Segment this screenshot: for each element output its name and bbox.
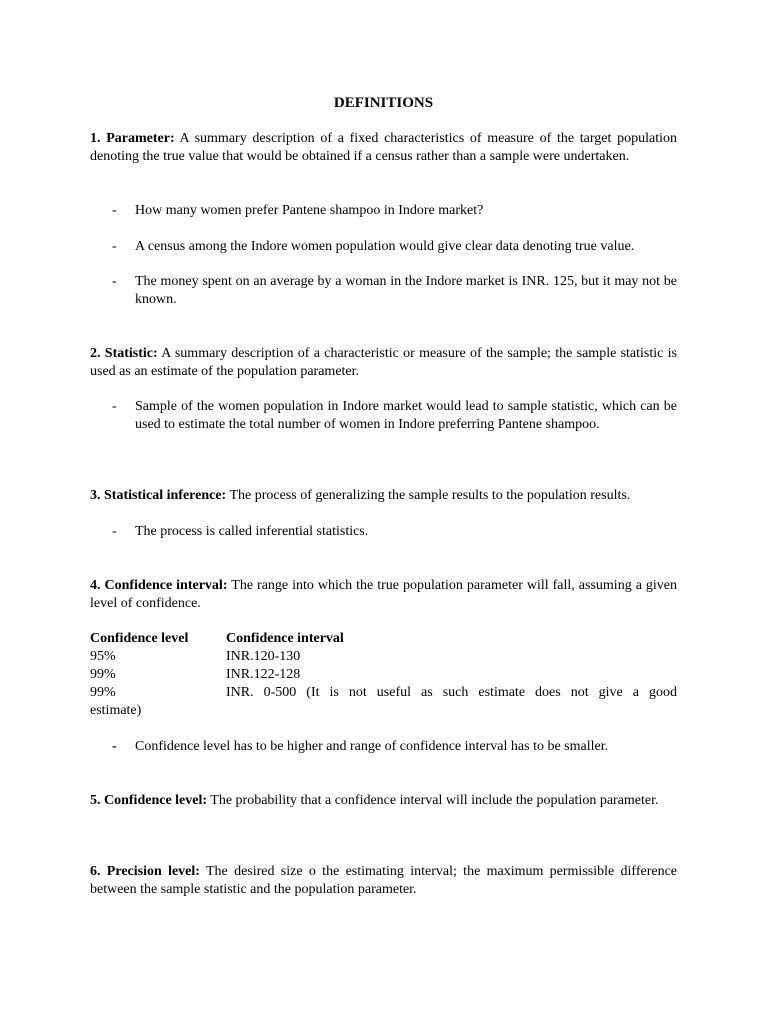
table-cell: 95%	[90, 649, 116, 664]
precision-level-definition	[90, 863, 677, 899]
bullet-text: How many women prefer Pantene shampoo in Indore market?	[135, 203, 484, 218]
table-cell: 99%	[90, 685, 116, 700]
bullet-dash: -	[112, 239, 117, 254]
bullet-dash: -	[112, 274, 117, 289]
table-cell: INR.122-128	[226, 667, 301, 682]
bullet-text: Sample of the women population in Indore market would lead to sample statistic, which can be used to estimate the total number of women in Indore preferring Pantene shampoo.	[135, 399, 677, 432]
bullet-dash: -	[112, 203, 117, 218]
inference-heading: 3. Statistical inference:	[90, 488, 227, 503]
parameter-definition	[90, 130, 677, 166]
table-header-interval: Confidence interval	[226, 631, 344, 646]
bullet-text: A census among the Indore women population would give clear data denoting true value.	[135, 239, 635, 254]
bullet-text: Confidence level has to be higher and range of confidence interval has to be smaller.	[135, 739, 609, 754]
table-cell: estimate)	[90, 703, 142, 718]
table-row	[90, 684, 677, 702]
table-header-level: Confidence level	[90, 631, 189, 646]
bullet-dash: -	[112, 739, 117, 754]
table-cell: INR.120-130	[226, 649, 301, 664]
statistic-definition	[90, 345, 677, 381]
confidence-level-heading: 5. Confidence level:	[90, 793, 208, 808]
confidence-level-text: The probability that a confidence interval will include the population parameter.	[210, 793, 659, 808]
bullet-text: The process is called inferential statistics.	[135, 524, 369, 539]
parameter-text: A summary description of a fixed characteristics of measure of the target population denoting the true value that would be obtained if a census rather than a sample were undertaken.	[90, 131, 677, 164]
page-title: DEFINITIONS	[333, 95, 434, 111]
statistic-text: A summary description of a characteristic or measure of the sample; the sample statistic is used as an estimate of the population parameter.	[90, 346, 677, 379]
statistic-heading: 2. Statistic:	[90, 346, 158, 361]
table-row	[90, 648, 677, 666]
precision-level-text: The desired size o the estimating interval; the maximum permissible difference between the sample statistic and the population parameter.	[90, 864, 677, 897]
confidence-interval-definition	[90, 577, 677, 613]
bullet-text: The money spent on an average by a woman in the Indore market is INR. 125, but it may not be known.	[135, 274, 677, 307]
inference-text: The process of generalizing the sample results to the population results.	[229, 488, 631, 503]
bullet-dash: -	[112, 399, 117, 414]
table-row-continuation	[90, 702, 677, 720]
table-cell: 99%	[90, 667, 116, 682]
parameter-heading: 1. Parameter:	[90, 131, 175, 146]
table-row	[90, 666, 677, 684]
precision-level-heading: 6. Precision level:	[90, 864, 200, 879]
confidence-interval-text: The range into which the true population parameter will fall, assuming a given level of confidence.	[90, 578, 678, 611]
confidence-level-definition	[90, 792, 677, 810]
inference-definition	[90, 487, 677, 505]
table-header-row	[90, 630, 677, 648]
bullet-dash: -	[112, 524, 117, 539]
confidence-interval-heading: 4. Confidence interval:	[90, 578, 228, 593]
table-cell: INR. 0-500 (It is not useful as such estimate does not give a good	[226, 685, 677, 700]
